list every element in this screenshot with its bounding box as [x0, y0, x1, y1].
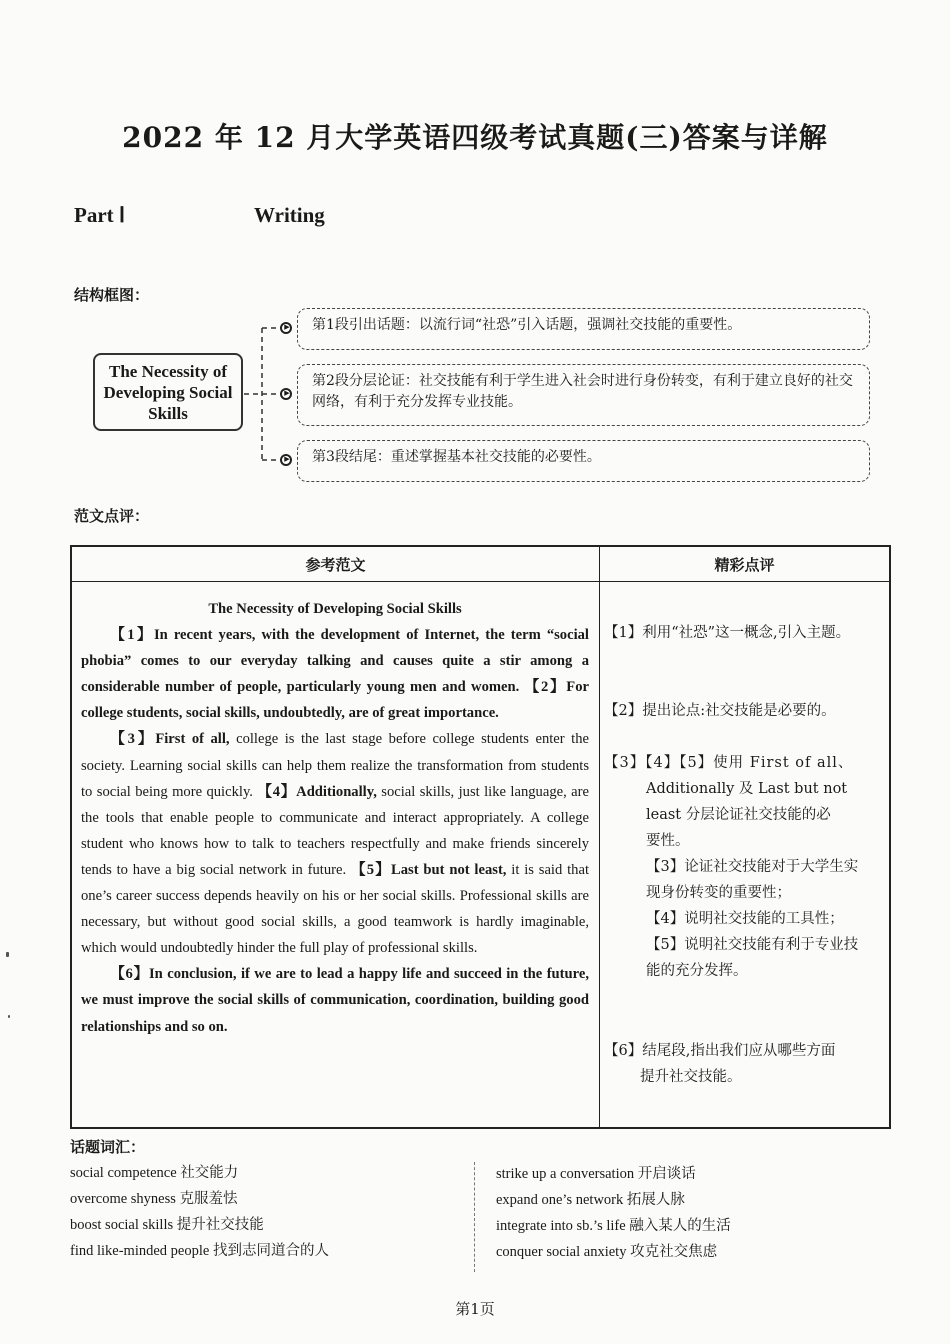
part-label: Part Ⅰ	[74, 203, 126, 227]
vocab-item: strike up a conversation 开启谈话	[496, 1166, 696, 1182]
vocabulary-heading: 话题词汇：	[70, 1138, 146, 1156]
structure-branch-3: 第3段结尾：重述掌握基本社交技能的必要性。	[297, 440, 870, 482]
vocab-item: find like-minded people 找到志同道合的人	[70, 1243, 329, 1259]
essay-title: The Necessity of Developing Social Skills	[208, 601, 462, 617]
comment-2: 【2】提出论点:社交技能是必要的。	[604, 703, 836, 719]
essay-paragraph-1: 【1】In recent years, with the development of Internet, the term “social phobia” comes to our everyday talking and causes quite a stir among a considerable number of people, particularly young men and women. 【2】For college students, social skills, undoubtedly, are of great importance.	[81, 627, 589, 722]
col-header-essay: 参考范文	[71, 546, 600, 582]
vocab-item: overcome shyness 克服羞怯	[70, 1191, 238, 1207]
page-title: 2022 年 12 月大学英语四级考试真题(三)答案与详解	[122, 121, 828, 154]
structure-branch-1: 第1段引出话题：以流行词“社恐”引入话题，强调社交技能的重要性。	[297, 308, 870, 350]
page-number: 第1页	[455, 1300, 495, 1318]
comment-6: 【6】结尾段,指出我们应从哪些方面 提升社交技能。	[604, 1043, 836, 1085]
vocab-item: social competence 社交能力	[70, 1165, 239, 1181]
comments-cell	[600, 582, 891, 1129]
vocabulary-right-list	[496, 1161, 731, 1265]
scan-speck	[8, 1015, 10, 1018]
comment-1: 【1】利用“社恐”这一概念,引入主题。	[604, 625, 851, 641]
essay-paragraph-2: 【3】First of all, college is the last stage before college students enter the society. Learning social skills can help them realize the transformation from students to social being more quickly. 【4】Additionally, social skills, just like language, are the tools that enable people to communicate and interact appropriately. A college student who knows how to talk to teachers respectfully and make friends sincerely tends to have a big social network in future. 【5】Last but not least, it is said that one’s career success depends heavily on his or her social skills. Professional skills are necessary, but without good social skills, a good teamwork is hardly imaginable, which would undoubtedly hinder the full play of professional skills.	[81, 731, 589, 957]
vocab-item: boost social skills 提升社交技能	[70, 1217, 264, 1233]
comment-3-4-5: 【3】【4】【5】使用 First of all、 Additionally 及 Last but not least 分层论证社交技能的必 要性。 【3】论证社交技能对于大学生实 现身份转变的重要性； 【4】说明社交技能的工具性； 【5】说明社交技能有利于专业技 能的充分发挥。	[604, 755, 859, 979]
review-table	[70, 545, 891, 1129]
essay-paragraph-3: 【6】In conclusion, if we are to lead a happy life and succeed in the future, we must improve the social skills of communication, coordination, building good relationships and so on.	[81, 966, 589, 1035]
vocab-item: integrate into sb.’s life 融入某人的生活	[496, 1218, 731, 1234]
arrow-circle-icon	[280, 322, 292, 334]
vocabulary-divider	[474, 1162, 475, 1272]
vocabulary-left-list	[70, 1160, 329, 1264]
vocab-item: conquer social anxiety 攻克社交焦虑	[496, 1244, 718, 1260]
structure-branch-2: 第2段分层论证：社交技能有利于学生进入社会时进行身份转变，有利于建立良好的社交网络，有利于充分发挥专业技能。	[297, 364, 870, 426]
arrow-circle-icon	[280, 454, 292, 466]
structure-heading: 结构框图：	[74, 286, 150, 304]
structure-center-box	[93, 353, 243, 431]
essay-cell	[71, 582, 600, 1129]
scan-speck	[6, 952, 9, 957]
col-header-comments: 精彩点评	[600, 546, 891, 582]
structure-center-text: The Necessity of Developing Social Skills	[103, 361, 233, 423]
sample-essay	[72, 582, 599, 1040]
review-heading: 范文点评：	[74, 507, 150, 525]
vocab-item: expand one’s network 拓展人脉	[496, 1192, 685, 1208]
arrow-circle-icon	[280, 388, 292, 400]
section-title: Writing	[254, 203, 325, 227]
